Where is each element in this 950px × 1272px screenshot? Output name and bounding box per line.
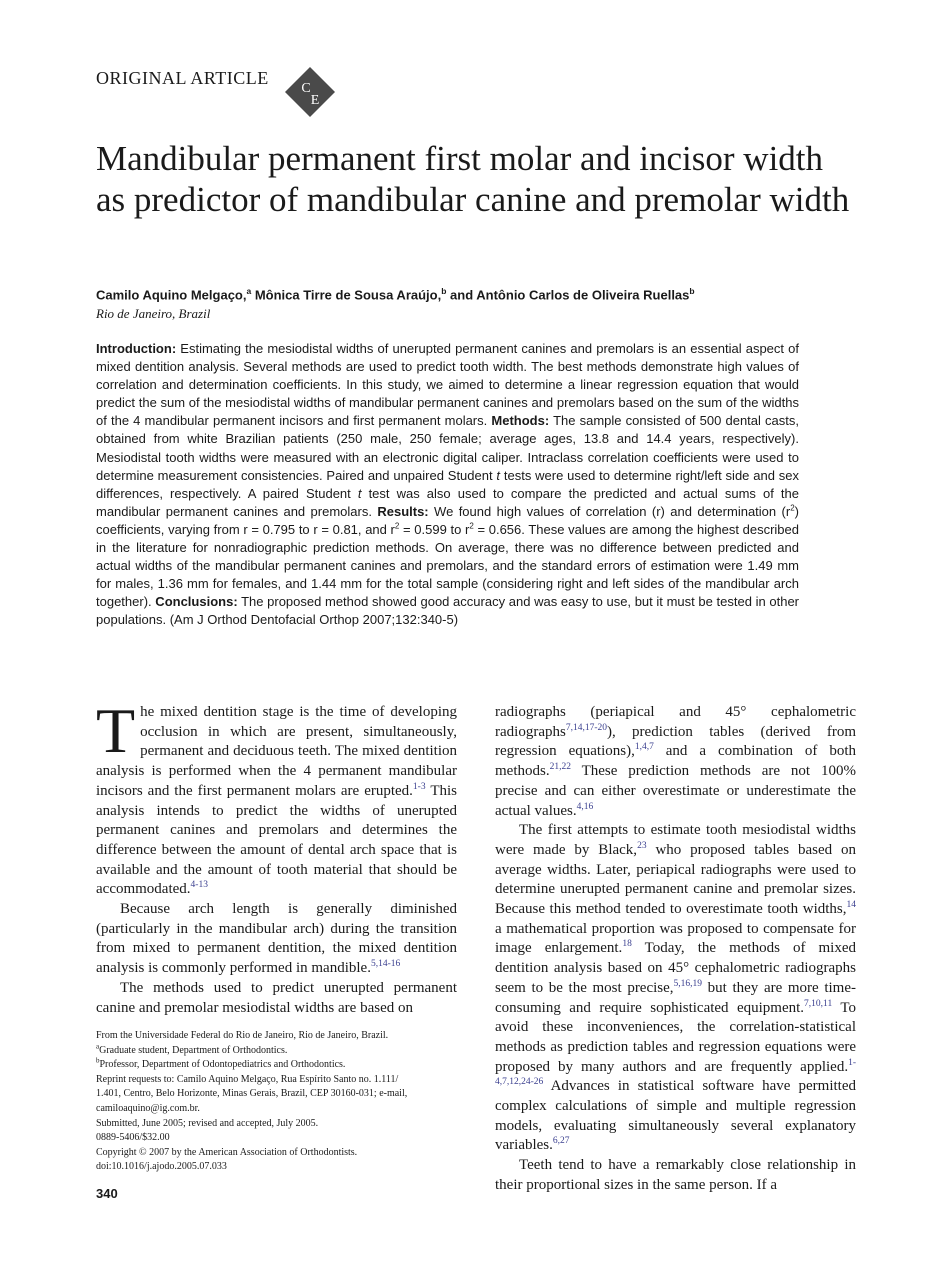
citation-ref: 21,22 — [549, 762, 571, 773]
footnote-submitted: Submitted, June 2005; revised and accepted, July 2005. — [96, 1117, 319, 1129]
body-paragraph — [495, 1156, 856, 1195]
citation-ref: 23 — [637, 840, 647, 851]
abstract-results-text: = 0.599 to r — [399, 521, 470, 537]
body-paragraph — [495, 821, 856, 1156]
citation-ref: 7,10,11 — [804, 998, 833, 1009]
footnotes — [96, 1029, 458, 1175]
footnote-marker: b — [96, 1056, 100, 1065]
paragraph-text: The methods used to predict unerupted permanent canine and premolar mesiodistal widths are based on — [96, 979, 457, 1016]
citation-ref: 1-3 — [412, 781, 426, 792]
abstract-methods-text: The sample consisted of 500 dental casts, obtained from white Brazilian patients (250 male, 250 female; average ages, 13.8 and 14.4 years, respectively). Mesiodistal tooth widths were measured with an electronic digital caliper. Intraclass correlation coefficients were used to determine measurement consistencies. Paired and unpaired Student — [96, 413, 799, 483]
citation-ref: 14 — [846, 900, 856, 911]
body-paragraph — [96, 979, 457, 1018]
abstract-intro-text: Estimating the mesiodistal widths of unerupted permanent canines and premolars is an essential aspect of mixed dentition analysis. Several methods are used to predict tooth width. The best methods demonstrate high values of correlation and determination coefficients. In this study, we aimed to determine a linear regression equation that would predict the sum of the mesiodistal widths of mandibular permanent canines and premolars based on the sum of the widths of the 4 mandibular permanent incisors and first permanent molars. — [96, 341, 799, 429]
ce-badge-icon — [284, 66, 336, 118]
footnote-email[interactable]: camiloaquino@ig.com.br. — [96, 1102, 200, 1114]
abstract-results-label: Results: — [371, 503, 429, 519]
body-paragraph — [96, 900, 457, 979]
paragraph-text: a mathematical proportion was proposed to compensate for image enlargement. — [495, 920, 856, 957]
footnote-marker: a — [96, 1042, 100, 1051]
footnote-b — [96, 1058, 458, 1073]
paragraph-text: Teeth tend to have a remarkably close relationship in their proportional sizes in the same person. If a — [495, 1157, 856, 1193]
paragraph-text: radiographs (periapical and 45° cephalometric radiographs — [495, 704, 856, 740]
abstract-results-text: We found high values of correlation (r) and determination (r — [428, 503, 791, 519]
abstract-results-text: = 0.656. These values are among the highest described in the literature for nonradiographic prediction methods. On average, there was no difference between predicted and actual widths of the mandibular permanent canines and premolars, and the standard errors of estimation were 1.49 mm for males, 1.36 mm for females, and 1.44 mm for the total sample (considering right and left sides of the mandibular arch together). — [96, 521, 799, 610]
footnote-reprint: Reprint requests to: Camilo Aquino Melgaço, Rua Espírito Santo no. 1.111/ — [96, 1073, 399, 1085]
author-1-affil: a — [246, 286, 252, 296]
page-number: 340 — [96, 1186, 118, 1201]
footnote-issn: 0889-5406/$32.00 — [96, 1132, 170, 1144]
abstract-methods-text: tests were used to determine right/left side and sex differences, respectively. A paired Student — [96, 467, 799, 501]
paragraph-text: The first attempts to estimate tooth mesiodistal widths were made by Black, — [495, 822, 856, 858]
footnote-reprint: 1.401, Centro, Belo Horizonte, Minas Gerais, Brazil, CEP 30160-031; e-mail, — [96, 1088, 408, 1100]
author-3-affil: b — [689, 286, 695, 296]
abstract-conclusions-label: Conclusions: — [151, 594, 238, 610]
paragraph-text: and a combination of both methods. — [495, 743, 856, 780]
superscript-2: 2 — [790, 503, 795, 513]
paragraph-text: he mixed dentition stage is the time of developing occlusion in which are present, simultaneously, permanent and deciduous teeth. The mixed dentition analysis is performed when the 4 permanent mandibular incisors and the first permanent molars are erupted. — [96, 704, 457, 799]
footnote-doi[interactable]: doi:10.1016/j.ajodo.2005.07.033 — [96, 1161, 227, 1173]
abstract-methods-label: Methods: — [487, 413, 550, 429]
abstract-results-text: ) coefficients, varying from r = 0.795 to r = 0.81, and r — [96, 503, 799, 537]
paragraph-text: To avoid these inconveniences, the correlation-statistical methods as prediction tables and regression equations were proposed by many authors and are frequently applied. — [495, 999, 856, 1075]
article-title: Mandibular permanent first molar and incisor width as predictor of mandibular canine and premolar width — [96, 139, 850, 219]
footnote-text: Professor, Department of Odontopediatrics and Orthodontics. — [99, 1059, 346, 1071]
affiliation: Rio de Janeiro, Brazil — [96, 306, 211, 321]
abstract-conclusions-text: The proposed method showed good accuracy and was easy to use, but it must be tested in other populations. (Am J Orthod Dentofacial Orthop 2007;132:340-5) — [96, 594, 799, 628]
author-2-affil: b — [441, 286, 447, 296]
abstract-intro-label: Introduction: — [96, 341, 177, 356]
paragraph-text: Because arch length is generally diminished (particularly in the mandibular arch) during the transition from mixed to permanent dentition, the mixed dentition analysis is commonly performed in mandible. — [96, 901, 457, 977]
author-1: Camilo Aquino Melgaço, — [96, 287, 247, 303]
drop-cap: T — [96, 695, 136, 766]
paragraph-text: These prediction methods are not 100% precise and can either overestimate or underestimate the actual values. — [495, 763, 856, 819]
paragraph-text: Advances in statistical software have permitted complex calculations of simple and multiple regression models, evaluating simultaneously several explanatory variables. — [495, 1078, 856, 1154]
paragraph-text: but they are more time-consuming and require sophisticated equipment. — [495, 979, 856, 1016]
ce-badge-c: C — [301, 81, 311, 96]
citation-ref: 1-4,7,12,24-26 — [495, 1057, 856, 1088]
citation-ref: 7,14,17-20 — [565, 722, 607, 733]
superscript-2: 2 — [394, 521, 400, 531]
body-paragraph — [96, 695, 457, 900]
abstract — [96, 340, 799, 630]
citation-ref: 4-13 — [190, 880, 208, 891]
citation-ref: 5,14-16 — [370, 959, 401, 970]
citation-ref: 1,4,7 — [634, 742, 654, 753]
citation-ref: 5,16,19 — [673, 978, 703, 989]
paragraph-text: who proposed tables based on average widths. Later, periapical radiographs were used to determine unerupted permanent canine and premolar sizes. Because this method tended to overestimate tooth widths, — [495, 841, 856, 918]
body-column-right — [495, 703, 856, 1196]
abstract-t-symbol: t — [357, 485, 362, 501]
ce-badge-e: E — [310, 93, 320, 108]
footnote-a — [96, 1044, 458, 1059]
citation-ref: 6,27 — [552, 1136, 570, 1147]
citation-ref: 4,16 — [576, 801, 594, 812]
footnote-copyright: Copyright © 2007 by the American Association of Orthodontists. — [96, 1146, 358, 1158]
citation-ref: 18 — [622, 939, 632, 950]
author-2: Mônica Tirre de Sousa Araújo, — [251, 287, 442, 303]
abstract-t-symbol: t — [496, 467, 501, 483]
article-type-label: ORIGINAL ARTICLE — [96, 68, 269, 88]
author-list — [96, 286, 695, 302]
footnote-from: From the Universidade Federal do Rio de Janeiro, Rio de Janeiro, Brazil. — [96, 1030, 389, 1041]
paragraph-text: ), prediction tables (derived from regression equations), — [495, 723, 856, 760]
superscript-2: 2 — [469, 521, 474, 531]
author-3: and Antônio Carlos de Oliveira Ruellas — [446, 287, 690, 303]
footnote-text: Graduate student, Department of Orthodontics. — [99, 1044, 288, 1056]
abstract-methods-text: test was also used to compare the predicted and actual sums of the mandibular permanent canines and premolars. — [96, 485, 799, 519]
body-column-left — [96, 695, 457, 1018]
paragraph-text: This analysis intends to predict the widths of unerupted permanent canines and premolars and determines the difference between the amount of dental arch space that is available and the amount of tooth material that should be accommodated. — [96, 782, 457, 898]
body-paragraph — [495, 703, 856, 821]
paragraph-text: Today, the methods of mixed dentition analysis based on 45° cephalometric radiographs seem to be the most precise, — [495, 940, 856, 996]
